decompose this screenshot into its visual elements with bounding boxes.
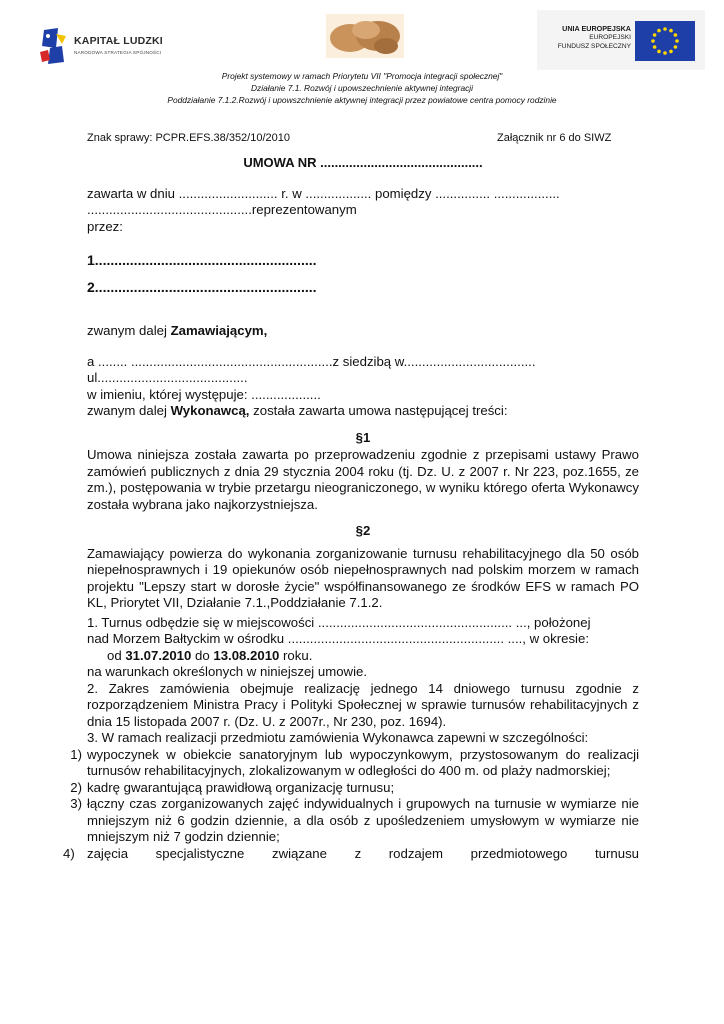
case-reference: Znak sprawy: PCPR.EFS.38/352/10/2010 [87, 132, 290, 144]
kapital-ludzki-subtitle: NARODOWA STRATEGIA SPÓJNOŚCI [74, 50, 162, 55]
hands-photo-logo [326, 14, 404, 58]
hands-image [326, 14, 404, 58]
section-1-heading: §1 [355, 429, 371, 445]
eu-flag-icon [635, 21, 695, 61]
point-1-line: nad Morzem Bałtyckim w ośrodku ........................................................... ...., w okresie: [87, 631, 589, 646]
term-start-date: 31.07.2010 [125, 647, 192, 663]
kapital-ludzki-title: KAPITAŁ LUDZKI [74, 35, 163, 47]
intro-line: zawarta w dniu ........................... r. w .................. pomiędzy ............... .................. [87, 185, 560, 201]
contractor-line: a ........ .......................................................z siedzibą w.................................... [87, 353, 536, 369]
party-2: 2......................................................... [87, 279, 317, 295]
contractor-definition [87, 403, 639, 420]
contractor-prefix: zwanym dalej [87, 403, 171, 418]
point-3-text: 3. W ramach realizacji przedmiotu zamówienia Wykonawca zapewni w szczególności: [87, 730, 589, 745]
list-item-number: 1) [70, 746, 82, 762]
project-line: Poddziałanie 7.1.2.Rozwój i upowszchnienie aktywnej integracji przez powiatowe centra pomocy rodzinie [167, 95, 557, 105]
section-1-text: Umowa niniejsza została zawarta po przeprowadzeniu zgodnie z przepisami ustawy Prawo zamówień publicznych z dnia 29 stycznia 2004 roku (tj. Dz. U. z 2007 r. Nr 223, poz.1655, ze zm.), postępowania w trybie przetargu nieograniczonego, w wyniku którego oferta Wykonawcy została wybrana jako najkorzystniejsza. [87, 447, 639, 512]
point-1-conditions: na warunkach określonych w niniejszej umowie. [87, 664, 368, 679]
term-from: od [107, 647, 126, 663]
list-item-text: zajęcia specjalistyczne związane z rodzajem przedmiotowego turnusu [87, 845, 639, 861]
list-item [63, 845, 639, 863]
kapital-ludzki-emblem-icon [38, 26, 70, 66]
section-2-heading: §2 [355, 523, 371, 538]
list-item-number: 2) [70, 779, 82, 795]
employer-definition [87, 323, 639, 340]
contractor-suffix: została zawarta umowa następującej treści: [249, 403, 508, 418]
section-2-text: Zamawiający powierza do wykonania zorganizowanie turnusu rehabilitacyjnego dla 50 osób niepełnosprawnych i 19 opiekunów osób niepełnosprawnych nad polskim morzem w ramach projektu "Lepszy start w dorosłe życie" współfinansowanego ze środków EFS w ramach PO KL, Priorytet VII, Działanie 7.1.,Poddziałanie 7.1.2. [87, 545, 639, 610]
contractor-term: Wykonawcą, [170, 403, 250, 418]
employer-prefix: zwanym dalej [87, 323, 171, 338]
contractor-line: ul......................................... [87, 370, 248, 385]
list-item-number: 3) [70, 796, 82, 811]
list-item-number: 4) [63, 845, 75, 861]
term-year: roku. [279, 647, 313, 663]
list-item [70, 779, 639, 797]
party-1: 1......................................................... [87, 252, 317, 268]
contractor-line: w imieniu, której występuje: ................... [87, 386, 321, 402]
project-info [0, 70, 724, 106]
kapital-ludzki-logo [38, 24, 168, 70]
point-2-text: 2. Zakres zamówienia obejmuje realizację jednego 14 dniowego turnusu zgodnie z rozporządzeniem Ministra Pracy i Polityki Społecznej w sprawie turnusów rehabilitacyjnych z dnia 15 listopada 2007 r. (Dz. U. z 2007r., Nr 230, poz. 1694). [87, 680, 639, 729]
term-dates [107, 648, 639, 665]
term-to: do [191, 647, 214, 663]
list-item-text: kadrę gwarantującą prawidłową organizację turnusu; [87, 779, 395, 795]
employer-term: Zamawiającym, [170, 323, 268, 338]
eu-logo-line2: EUROPEJSKI [589, 34, 631, 41]
eu-logo-text [543, 24, 631, 51]
project-line: Projekt systemowy w ramach Priorytetu VII "Promocja integracji społecznej" [221, 71, 503, 81]
list-item-text: łączny czas zorganizowanych zajęć indywidualnych i grupowych na turnusie w wymiarze nie mniejszym niż 6 godzin dziennie, a dla osób z upośledzeniem umysłowym w wymiarze nie mniejszym niż 7 godzin dziennie; [87, 796, 639, 844]
intro-line: przez: [87, 218, 123, 234]
eu-logo [537, 10, 705, 70]
project-line: Działanie 7.1. Rozwój i upowszechnienie aktywnej integracji [250, 83, 474, 93]
point-1-line: 1. Turnus odbędzie się w miejscowości ..................................................... ..., położonej [87, 614, 591, 630]
list-item-text: wypoczynek w obiekcie sanatoryjnym lub wypoczynkowym, przystosowanym do realizacji turnusów rehabilitacyjnych, zlokalizowanym w odległości do 400 m. od plaży nadmorskiej; [87, 746, 639, 778]
eu-logo-line1: UNIA EUROPEJSKA [562, 24, 631, 33]
intro-line: .............................................reprezentowanym [87, 202, 357, 217]
term-end-date: 13.08.2010 [213, 647, 280, 663]
attachment-label: Załącznik nr 6 do SIWZ [497, 132, 612, 144]
contract-body [63, 155, 639, 862]
eu-logo-line3: FUNDUSZ SPOŁECZNY [557, 43, 631, 50]
list-item [70, 746, 639, 780]
contract-title: UMOWA NR ............................................. [243, 155, 483, 170]
list-item [70, 796, 639, 846]
